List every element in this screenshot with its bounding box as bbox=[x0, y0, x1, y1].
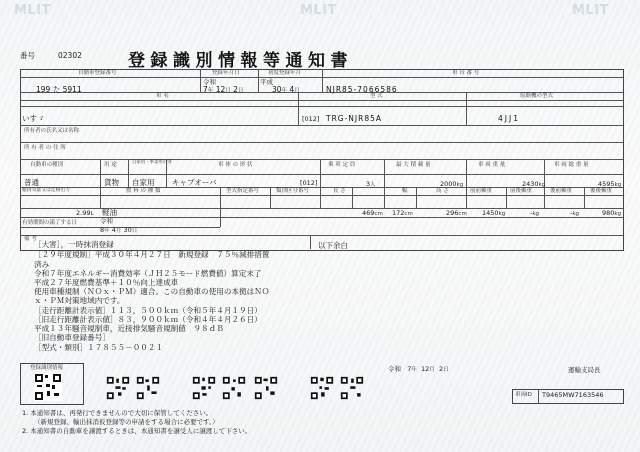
body-code: [012] bbox=[300, 179, 318, 187]
reg-date: 7年 12月 2日 bbox=[203, 85, 244, 94]
header-owner-name: 所有者の氏名又は名称 bbox=[24, 128, 80, 134]
header-chassis: 車 台 番 号 bbox=[452, 70, 480, 76]
car-name: いすゞ bbox=[22, 114, 45, 123]
footnote: （新規登録、輸出抹消仮登録等の申請をする場合に必要です。） bbox=[34, 418, 219, 426]
watermark: MLIT bbox=[572, 3, 609, 18]
use: 貨物 bbox=[104, 178, 119, 187]
header-length: 長 さ bbox=[333, 188, 346, 194]
remarks-end: 以下余白 bbox=[318, 241, 348, 250]
remark-line: 平成１３年騒音規制車，近接排気騒音規制値 ９８ｄＢ bbox=[34, 324, 224, 333]
watermark: MLIT bbox=[14, 3, 51, 18]
header-ff-axle: 前前軸重 bbox=[470, 188, 493, 194]
qr-code-icon bbox=[222, 376, 246, 400]
ff-axle: 1450kg bbox=[482, 209, 506, 217]
remark-line: ［旧走行距離計表示値］８３，９００ｋｍ（令和４年４月２６日） bbox=[34, 315, 262, 324]
use-sub: 自家用 bbox=[132, 178, 155, 187]
remark-line: 平成２７年度燃費基準＋１０％向上達成車 bbox=[34, 278, 179, 287]
remark-line: ｘ・ＰＭ対策地域内です。 bbox=[34, 296, 125, 305]
qr-code-icon bbox=[34, 373, 62, 401]
serial-number: T9465MW7163546 bbox=[542, 391, 604, 399]
serial-label: 車両ID bbox=[515, 392, 532, 398]
header-reg-number: 自動車登録番号 bbox=[78, 70, 117, 76]
engine-model: 4JJ1 bbox=[498, 114, 520, 123]
rr-axle: 980kg bbox=[602, 209, 622, 217]
header-rf-axle: 後前軸重 bbox=[550, 188, 573, 194]
width: 172cm bbox=[392, 209, 413, 217]
header-name: 車 名 bbox=[156, 93, 169, 99]
header-owner-address: 所 有 者 の 住 所 bbox=[24, 145, 66, 151]
header-expiry: 有効期間の満了する日 bbox=[22, 220, 78, 226]
qr-code-icon bbox=[254, 376, 278, 400]
qr-code-icon bbox=[340, 376, 364, 400]
header-displacement: 総排気量又は定格出力 bbox=[22, 188, 70, 193]
remark-line: ［旧自動車登録番号］ bbox=[34, 333, 110, 342]
remark-line: 使用車種規制（ＮＯｘ・ＰＭ）適合。この自動車の使用の本拠はＮＯ bbox=[34, 287, 270, 296]
fr-axle: -kg bbox=[530, 209, 540, 217]
fuel: 軽油 bbox=[102, 208, 117, 217]
body-shape: キャブオーバ bbox=[172, 178, 217, 187]
header-gross: 車 両 総 重 量 bbox=[554, 162, 589, 168]
qr-code-icon bbox=[310, 376, 334, 400]
header-model: 型 式 bbox=[370, 93, 383, 99]
footnote: 2. 本通知書の自動車を譲渡するときは、本通知書を譲受人に譲渡して下さい。 bbox=[22, 427, 252, 435]
watermark: MLIT bbox=[300, 3, 337, 18]
remark-line: 済み bbox=[34, 260, 50, 269]
max-load: 2000kg bbox=[440, 180, 464, 188]
header-remarks: 備 考 bbox=[24, 236, 37, 242]
qr-code-icon bbox=[136, 376, 160, 400]
qr-code-icon bbox=[106, 376, 130, 400]
remark-line: ［２９年度規制］平成３０年４月２７日 新規登録 ７５％減排措置 bbox=[34, 250, 270, 259]
remark-line: ［走行距離計表示値］１１３，５００ｋｍ（令和５年４月１９日） bbox=[34, 306, 262, 315]
capacity: 3人 bbox=[366, 180, 376, 188]
header-type-no: 型式指定番号 bbox=[226, 188, 260, 194]
expiry-era: 令和 bbox=[100, 217, 113, 225]
height: 296cm bbox=[446, 209, 467, 217]
kind: 普通 bbox=[24, 178, 39, 187]
header-weight: 車 両 重 量 bbox=[478, 162, 506, 168]
issuer: 運輸支局長 bbox=[568, 366, 601, 374]
displacement: 2.99L bbox=[76, 209, 94, 217]
header-fr-axle: 前後軸重 bbox=[510, 188, 533, 194]
expiry-date: 8年 4月 30日 bbox=[100, 226, 138, 234]
qr-code-icon bbox=[192, 376, 216, 400]
qr-label: 登録識別情報 bbox=[30, 365, 64, 371]
chassis-number: NJR85-7066586 bbox=[326, 85, 398, 94]
remark-line: ［大害］，一時抹消登録 bbox=[34, 240, 114, 249]
header-capacity: 乗 車 定 員 bbox=[328, 162, 356, 168]
rf-axle: -kg bbox=[570, 209, 580, 217]
header-reg-date: 登録年月日 bbox=[212, 70, 240, 76]
document-title: 登録識別情報等通知書 bbox=[128, 51, 353, 71]
header-kind: 自動車の種別 bbox=[30, 162, 64, 168]
header-width: 幅 bbox=[402, 188, 408, 194]
length: 469cm bbox=[362, 209, 383, 217]
doc-number: 02302 bbox=[58, 51, 82, 60]
header-rr-axle: 後後軸重 bbox=[590, 188, 613, 194]
first-reg: 30年 4月 bbox=[272, 85, 300, 94]
header-fuel: 燃 料 の 種 類 bbox=[126, 188, 161, 194]
remark-line: 令和７年度エネルギー消費効率（ＪＨ２５モード燃費値）算定末了 bbox=[34, 269, 262, 278]
doc-number-label: 番号 bbox=[20, 51, 35, 60]
header-max-load: 最 大 積 載 量 bbox=[396, 162, 431, 168]
header-use-sub: 自家用・事業用の別 bbox=[132, 160, 172, 165]
header-category-no: 類別区分番号 bbox=[276, 188, 310, 194]
vehicle-weight: 2430kg bbox=[522, 180, 546, 188]
header-first-reg: 初度登録年月 bbox=[268, 70, 302, 76]
remark-line: ［型式・類別］１７８５５－００２１ bbox=[34, 343, 164, 352]
header-body: 車 体 の 形 状 bbox=[218, 162, 253, 168]
header-use: 用 途 bbox=[104, 162, 117, 168]
model-code: [012] bbox=[302, 115, 320, 123]
model: TRG-NJR85A bbox=[326, 114, 383, 123]
footnote: 1. 本通知書は、再発行できませんので大切に保管してください。 bbox=[22, 409, 213, 417]
reg-era: 令和 bbox=[203, 78, 216, 86]
header-height: 高 さ bbox=[436, 188, 449, 194]
reg-number: 199 た 5911 bbox=[36, 85, 82, 94]
issue-date: 令和 7年 12月 2日 bbox=[388, 365, 449, 373]
header-engine: 原動機の型式 bbox=[520, 93, 554, 99]
first-era: 平成 bbox=[260, 78, 273, 86]
gross-weight: 4595kg bbox=[598, 180, 622, 188]
